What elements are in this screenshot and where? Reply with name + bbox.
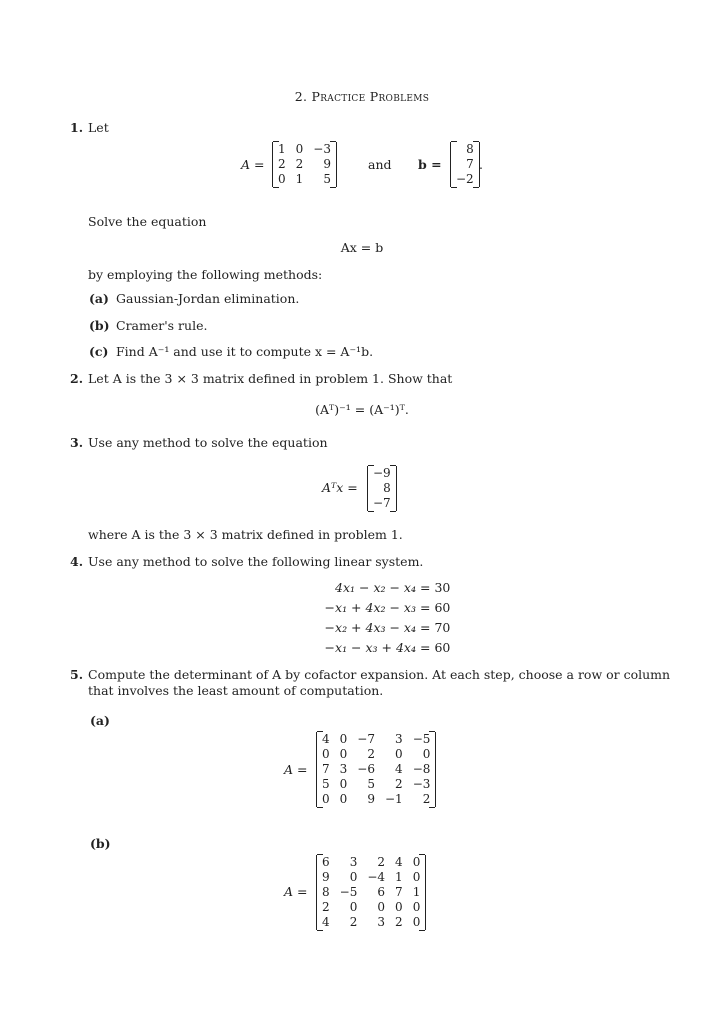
matrix-5a-entry: 5 — [367, 777, 375, 791]
vector-b — [450, 142, 480, 187]
item-a-label: (a) — [89, 291, 109, 306]
problem-1-number: 1. — [70, 120, 84, 135]
matrix-5b-entry: 3 — [349, 855, 358, 869]
matrix-5b-entry: 6 — [322, 855, 330, 869]
equation-lhs: 4x₁ − x₂ − x₄ — [335, 580, 416, 595]
matrix-5a-entry: 0 — [395, 747, 403, 761]
equation-rhs: = 60 — [420, 600, 451, 615]
matrix-5a-entry: 2 — [367, 747, 375, 761]
item-b-text: Cramer's rule. — [116, 318, 208, 333]
equation-lhs: −x₁ − x₃ + 4x₄ — [324, 640, 416, 655]
matrix-5a-entry: −7 — [357, 732, 375, 746]
matrix-5a-entry: 0 — [322, 747, 330, 761]
matrix-5b-entry: −4 — [367, 870, 386, 884]
matrix-5b-entry: 0 — [395, 900, 403, 914]
matrix-5b-entry: 0 — [412, 855, 421, 869]
matrix-5b-entry: 0 — [412, 900, 421, 914]
item-b-label: (b) — [89, 318, 110, 333]
matrix-5a-entry: 0 — [339, 792, 348, 806]
vector-b-entry: 8 — [466, 142, 474, 156]
matrix-5a-entry: 4 — [395, 762, 403, 776]
matrix-5a — [316, 732, 436, 807]
equation-lhs: −x₁ + 4x₂ − x₃ — [324, 600, 416, 615]
problem-5-text-line2: that involves the least amount of computation. — [88, 683, 384, 698]
period: . — [479, 157, 483, 172]
matrix-5b — [316, 855, 426, 930]
problem-3-rhs-vector — [367, 466, 397, 511]
vector-b-label: b = — [418, 157, 442, 172]
matrix-5a-entry: −5 — [412, 732, 431, 746]
matrix-5b-entry: 2 — [349, 915, 358, 929]
matrix-A-entry: −3 — [313, 142, 331, 156]
matrix-5a-label: A = — [284, 762, 308, 777]
matrix-5a-entry: 0 — [339, 747, 348, 761]
matrix-A-entry: 2 — [278, 157, 286, 171]
matrix-5b-entry: 1 — [412, 885, 421, 899]
system-rhs — [420, 578, 450, 658]
matrix-5b-entry: 6 — [377, 885, 386, 899]
matrix-5b-entry: 4 — [322, 915, 330, 929]
matrix-5b-entry: 2 — [322, 900, 330, 914]
problem-3-where: where A is the 3 × 3 matrix defined in problem 1. — [88, 527, 403, 542]
equation-rhs: = 70 — [420, 620, 451, 635]
section-title: 2. Practice Problems — [294, 89, 430, 104]
matrix-A-entry: 0 — [278, 172, 286, 186]
matrix-5b-entry: 0 — [377, 900, 386, 914]
item-c-text: Find A⁻¹ and use it to compute x = A⁻¹b. — [116, 344, 374, 359]
matrix-5a-entry: 0 — [422, 747, 431, 761]
matrix-A-entry: 5 — [323, 172, 331, 186]
matrix-A-entry: 1 — [295, 172, 304, 186]
matrix-5b-entry: 3 — [377, 915, 386, 929]
matrix-5a-entry: 7 — [322, 762, 330, 776]
matrix-5a-entry: −1 — [384, 792, 403, 806]
matrix-5a-entry: 2 — [395, 777, 403, 791]
matrix-5a-entry: 4 — [322, 732, 330, 746]
equation-lhs: −x₂ + 4x₃ − x₄ — [324, 620, 416, 635]
rhs-vector-entry: −7 — [373, 496, 391, 510]
item-a-text: Gaussian-Jordan elimination. — [116, 291, 300, 306]
matrix-5b-entry: 2 — [395, 915, 403, 929]
matrix-5b-entry: −5 — [339, 885, 358, 899]
matrix-5b-entry: 0 — [412, 915, 421, 929]
problem-3-number: 3. — [70, 435, 84, 450]
problem-5b-label: (b) — [90, 836, 111, 851]
problem-3-lhs: Aᵀx = — [322, 480, 358, 495]
equation-ax-b: Ax = b — [340, 240, 384, 255]
rhs-vector-entry: 8 — [383, 481, 391, 495]
matrix-5b-entry: 8 — [322, 885, 330, 899]
methods-text: by employing the following methods: — [88, 267, 323, 282]
matrix-5b-entry: 4 — [395, 855, 403, 869]
matrix-5a-entry: 0 — [339, 732, 348, 746]
matrix-5b-entry: 0 — [412, 870, 421, 884]
matrix-5a-entry: 9 — [367, 792, 375, 806]
problem-4-number: 4. — [70, 554, 84, 569]
matrix-5a-entry: −3 — [412, 777, 431, 791]
matrix-A-entry: 0 — [295, 142, 304, 156]
matrix-5b-entry: 1 — [395, 870, 403, 884]
problem-4-text: Use any method to solve the following linear system. — [88, 554, 424, 569]
matrix-5b-entry: 0 — [349, 870, 358, 884]
matrix-5a-entry: 0 — [339, 777, 348, 791]
matrix-5a-entry: −6 — [357, 762, 375, 776]
matrix-5a-entry: −8 — [412, 762, 431, 776]
matrix-A-entry: 2 — [295, 157, 304, 171]
problem-5-number: 5. — [70, 667, 84, 682]
rhs-vector-entry: −9 — [373, 466, 391, 480]
and-word: and — [368, 157, 392, 172]
matrix-A — [272, 142, 337, 187]
matrix-A-label: A = — [241, 157, 265, 172]
problem-2-equation: (Aᵀ)⁻¹ = (A⁻¹)ᵀ. — [315, 402, 409, 417]
matrix-5b-entry: 9 — [322, 870, 330, 884]
problem-2-text: Let A is the 3 × 3 matrix defined in problem 1. Show that — [88, 371, 453, 386]
system-lhs — [298, 578, 416, 658]
item-c-label: (c) — [89, 344, 109, 359]
matrix-5a-entry: 3 — [395, 732, 403, 746]
vector-b-entry: 7 — [466, 157, 474, 171]
solve-text: Solve the equation — [88, 214, 207, 229]
problem-5a-label: (a) — [90, 713, 110, 728]
matrix-5b-label: A = — [284, 884, 308, 899]
problem-2-number: 2. — [70, 371, 84, 386]
matrix-5a-entry: 0 — [322, 792, 330, 806]
equation-rhs: = 60 — [420, 640, 451, 655]
problem-3-text: Use any method to solve the equation — [88, 435, 328, 450]
equation-rhs: = 30 — [420, 580, 451, 595]
matrix-5b-entry: 0 — [349, 900, 358, 914]
matrix-5b-entry: 7 — [395, 885, 403, 899]
matrix-5a-entry: 2 — [422, 792, 431, 806]
problem-5-text-line1: Compute the determinant of A by cofactor expansion. At each step, choose a row or column — [88, 667, 671, 682]
vector-b-entry: −2 — [456, 172, 474, 186]
matrix-5a-entry: 5 — [322, 777, 330, 791]
problem-1-intro: Let — [88, 120, 109, 135]
matrix-5a-entry: 3 — [339, 762, 348, 776]
matrix-A-entry: 1 — [278, 142, 286, 156]
matrix-5b-entry: 2 — [377, 855, 386, 869]
matrix-A-entry: 9 — [323, 157, 331, 171]
